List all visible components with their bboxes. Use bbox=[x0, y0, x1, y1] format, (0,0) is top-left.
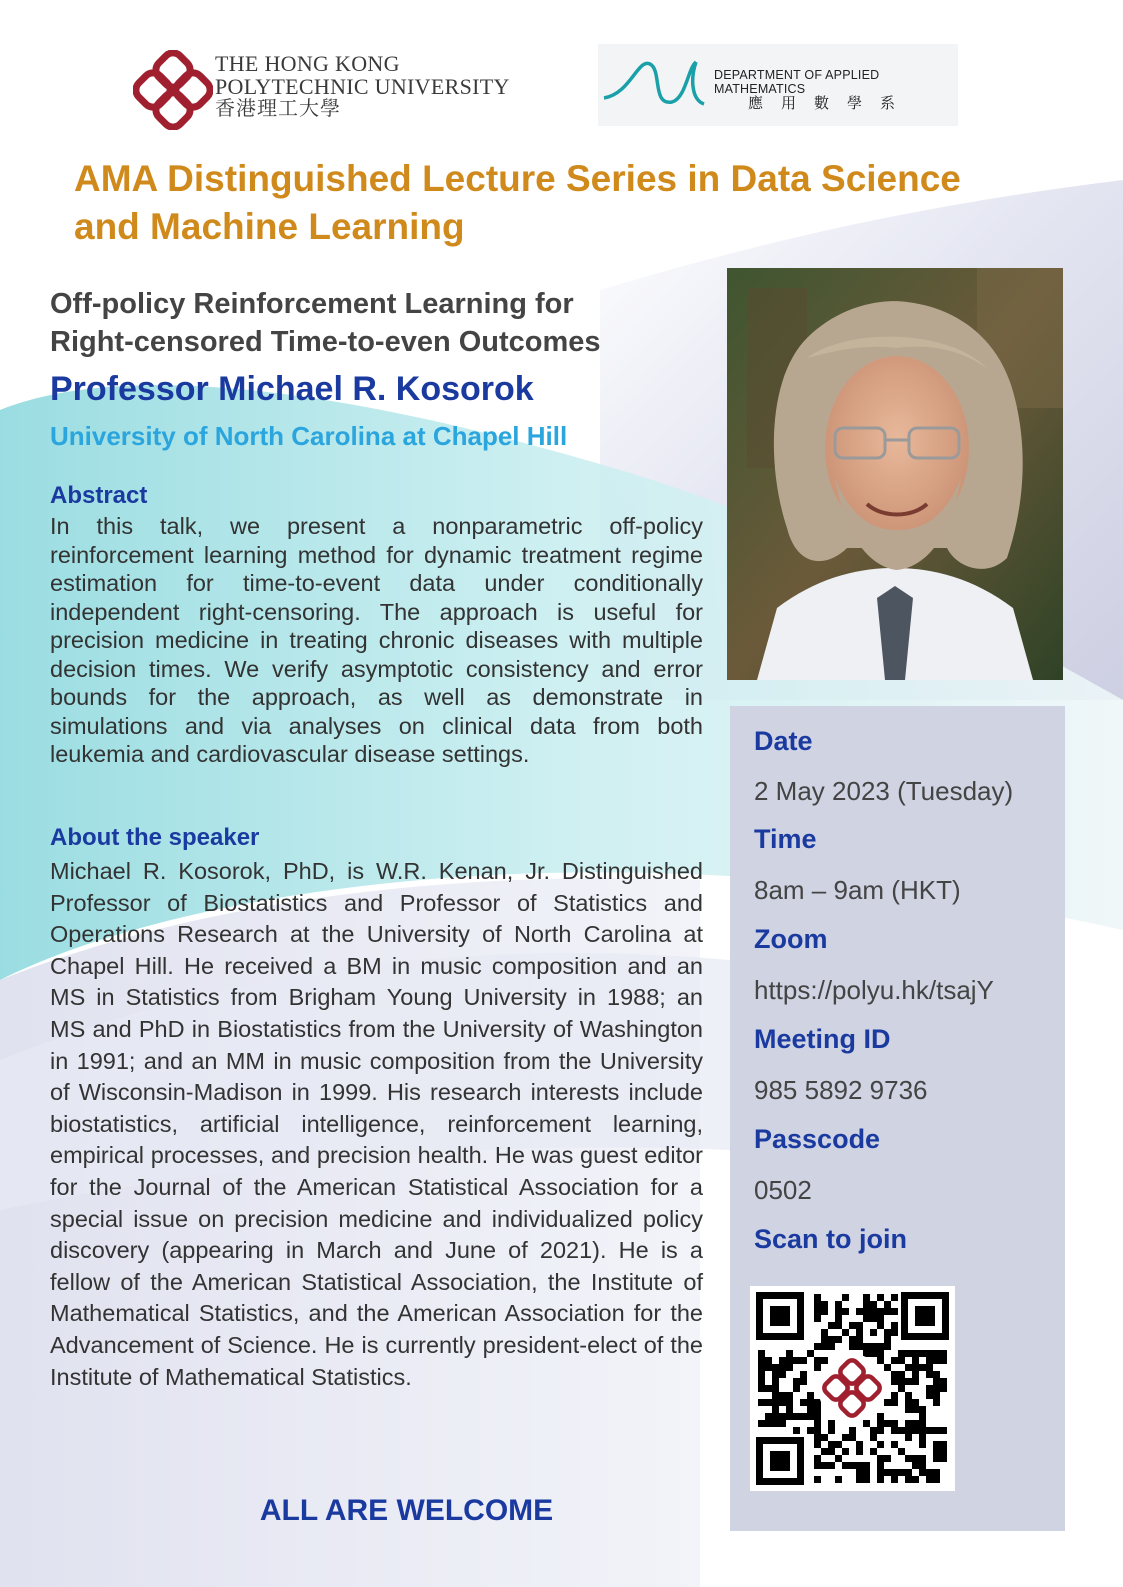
time-label: Time bbox=[754, 824, 817, 854]
university-name-line1: THE HONG KONG bbox=[215, 51, 400, 76]
zoom-link[interactable]: https://polyu.hk/tsajY bbox=[754, 975, 994, 1005]
speaker-affiliation: University of North Carolina at Chapel Hill bbox=[50, 421, 568, 451]
talk-title bbox=[50, 285, 730, 361]
abstract-body: In this talk, we present a nonparametric off-policy reinforcement learning method for dynamic treatment regime estimation for time-to-event data under conditionally independent right-censoring. The approach is useful for precision medicine in treating chronic diseases with multiple decision times. We verify asymptotic consistency and error bounds for the approach, as well as demonstrate in simulations and via analyses on clinical data from both leukemia and cardiovascular disease settings. bbox=[50, 513, 703, 767]
date-value: 2 May 2023 (Tuesday) bbox=[754, 776, 1014, 806]
passcode-label: Passcode bbox=[754, 1124, 881, 1154]
talk-title-line1: Off-policy Reinforcement Learning for bbox=[50, 288, 574, 320]
about-speaker-body: Michael R. Kosorok, PhD, is W.R. Kenan, Jr. Distinguished Professor of Biostatistics and Professor of Statistics and Operations Research at the University of North Carolina at Chapel Hill. He received a BM in music composition and an MS in Statistics from Brigham Young University in 1988; an MS and PhD in Biostatistics from the University of Washington in 1991; and an MM in music composition from the University of Wisconsin-Madison in 1999. His research interests include biostatistics, artificial intelligence, reinforcement learning, empirical processes, and precision health. He was guest editor for the Journal of the American Statistical Association for a special issue on precision medicine and individualized policy discovery (appearing in March and June of 2021). He is a fellow of the American Statistical Association, the Institute of Mathematical Statistics, and the American Association for the Advancement of Science. He is currently president-elect of the Institute of Mathematical Statistics. bbox=[50, 858, 703, 1390]
meeting-id-label: Meeting ID bbox=[754, 1024, 891, 1054]
ama-wave-icon bbox=[600, 50, 710, 120]
meeting-id-value: 985 5892 9736 bbox=[754, 1075, 928, 1105]
polyu-name bbox=[215, 52, 510, 120]
scan-to-join-label: Scan to join bbox=[754, 1224, 908, 1254]
date-label: Date bbox=[754, 726, 813, 756]
polyu-logo bbox=[133, 50, 213, 130]
series-title: AMA Distinguished Lecture Series in Data Science and Machine Learning bbox=[74, 158, 961, 247]
about-speaker-heading: About the speaker bbox=[50, 824, 260, 851]
qr-center-polyu-logo bbox=[818, 1354, 886, 1422]
university-name-line2: POLYTECHNIC UNIVERSITY bbox=[215, 74, 510, 100]
abstract-heading: Abstract bbox=[50, 482, 148, 509]
speaker-photo bbox=[727, 268, 1063, 680]
passcode-value: 0502 bbox=[754, 1175, 812, 1205]
all-are-welcome: ALL ARE WELCOME bbox=[259, 1494, 554, 1527]
department-name-chinese: 應用數學系 bbox=[748, 95, 914, 112]
zoom-label: Zoom bbox=[754, 924, 828, 954]
department-name: DEPARTMENT OF APPLIED MATHEMATICS bbox=[714, 68, 880, 96]
speaker-name: Professor Michael R. Kosorok bbox=[50, 370, 534, 408]
qr-code[interactable] bbox=[750, 1286, 955, 1491]
event-info-panel bbox=[730, 706, 1065, 1531]
talk-title-line2: Right-censored Time-to-even Outcomes bbox=[50, 326, 601, 358]
time-value: 8am – 9am (HKT) bbox=[754, 875, 961, 905]
university-name-chinese: 香港理工大學 bbox=[215, 98, 341, 121]
ama-department-logo bbox=[598, 44, 958, 126]
